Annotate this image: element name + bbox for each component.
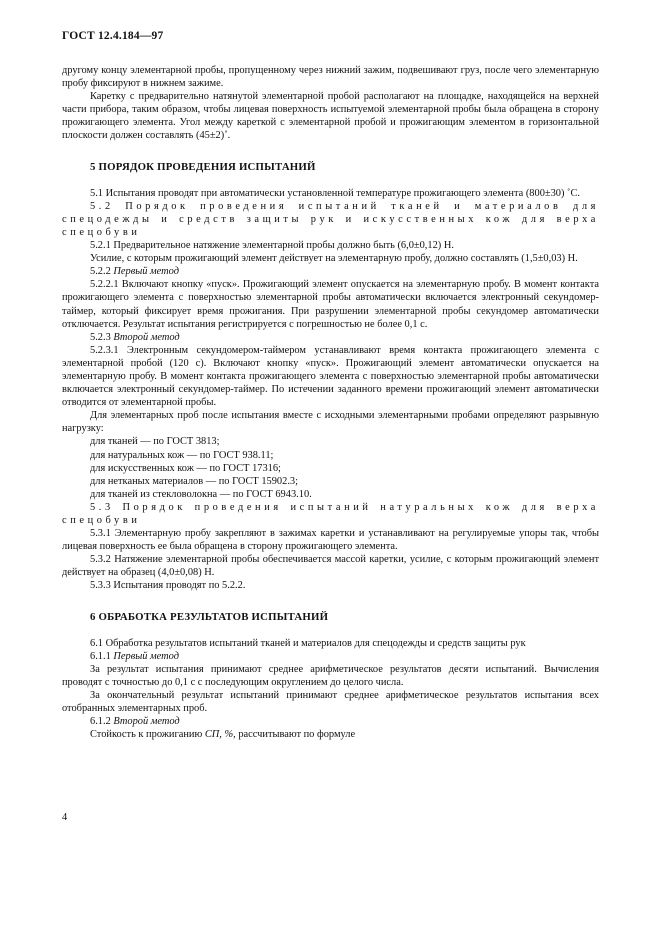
section-heading-5: 5 ПОРЯДОК ПРОВЕДЕНИЯ ИСПЫТАНИЙ [90, 160, 316, 173]
paragraph: 6.1 Обработка результатов испытаний тканей и материалов для спецодежды и средств защиты рук [90, 637, 526, 649]
paragraph: Для элементарных проб после испытания вместе с исходными элементарными пробами определяют разрывную нагрузку: [62, 410, 599, 435]
subsection-heading: 5.3 Порядок проведения испытаний натуральных кож для верха спецобуви [62, 501, 599, 526]
document-body [62, 64, 599, 741]
paragraph: 5.3.3 Испытания проводят по 5.2.2. [90, 580, 246, 592]
list-item: для тканей — по ГОСТ 3813; [90, 436, 220, 448]
method-number: 6.1.1 [90, 650, 111, 662]
paragraph: Усилие, с которым прожигающий элемент действует на элементарную пробу, должно составлять (1,5±0,03) Н. [90, 253, 578, 265]
method-number: 6.1.2 [90, 716, 111, 728]
document-header: ГОСТ 12.4.184—97 [62, 30, 164, 42]
section-heading-6: 6 ОБРАБОТКА РЕЗУЛЬТАТОВ ИСПЫТАНИЙ [90, 610, 329, 623]
page-number: 4 [62, 812, 68, 823]
method-heading [62, 265, 599, 278]
list-item: для нетканых материалов — по ГОСТ 15902.3; [90, 475, 298, 487]
formula-variable: СП, %, [204, 729, 236, 741]
paragraph: 5.3.1 Элементарную пробу закрепляют в зажимах каретки и устанавливают на регулируемые упоры так, чтобы лицевая поверхность ее была обращена в сторону прожигающего элемента. [62, 528, 599, 553]
list-item: для натуральных кож — по ГОСТ 938.11; [90, 449, 274, 461]
list-item: для тканей из стекловолокна — по ГОСТ 6943.10. [90, 488, 312, 500]
paragraph: 5.3.2 Натяжение элементарной пробы обеспечивается массой каретки, усилие, с которым прожигающий элемент действует на образец (4,0±0,08) Н. [62, 554, 599, 579]
method-heading [62, 650, 599, 663]
method-heading [62, 331, 599, 344]
method-title: Второй метод [113, 716, 180, 728]
subsection-heading: 5.2 Порядок проведения испытаний тканей и материалов для спецодежды и средств защиты рук и искусственных кож для верха спецобуви [62, 200, 599, 238]
method-title: Первый метод [113, 266, 179, 278]
text-span: Стойкость к прожиганию [90, 729, 205, 741]
method-number: 5.2.2 [90, 266, 111, 278]
method-heading [62, 715, 599, 728]
method-title: Первый метод [113, 650, 179, 662]
method-title: Второй метод [113, 331, 180, 343]
paragraph: Каретку с предварительно натянутой элементарной пробой располагают на площадке, находящейся на верхней части прибора, таким образом, чтобы лицевая поверхность испытуемой элементарной пробы была обращена в сторону прожигающего элемента. Угол между кареткой с элементарной пробой и прожигающим элементом в горизонтальной плоскости должен составлять (45±2)˚. [62, 91, 599, 142]
paragraph: другому концу элементарной пробы, пропущенному через нижний зажим, подвешивают груз, после чего элементарную пробу фиксируют в нижнем зажиме. [62, 65, 599, 90]
paragraph: 5.2.2.1 Включают кнопку «пуск». Прожигающий элемент опускается на элементарную пробу. В момент контакта прожигающего элемента с поверхностью элементарной пробы автоматически включается электронный секундомер-таймер, который фиксирует время прожигания. При разрушении элементарной пробы секундомер автоматически отключается. Результат испытания регистрируется с погрешностью не более 0,1 с. [62, 279, 599, 330]
method-number: 5.2.3 [90, 331, 111, 343]
paragraph: 5.2.3.1 Электронным секундомером-таймером устанавливают время контакта прожигающего элемента с элементарной пробой (120 с). Включают кнопку «пуск». Прожигающий элемент автоматически опускается на элементарную пробу. В момент контакта прожигающего элемента с поверхностью элементарной пробы автоматически включается электронный секундомер-таймер. По истечении заданного времени прожигающий элемент автоматически отводится от элементарной пробы. [62, 344, 599, 409]
paragraph: За результат испытания принимают среднее арифметическое результатов десяти испытаний. Вычисления проводят с точностью до 0,1 с с последующим округлением до целого числа. [62, 663, 599, 688]
paragraph [62, 728, 599, 741]
text-span: рассчитывают по формуле [235, 729, 356, 741]
paragraph: 5.2.1 Предварительное натяжение элементарной пробы должно быть (6,0±0,12) Н. [90, 240, 454, 252]
list-item: для искусственных кож — по ГОСТ 17316; [90, 462, 281, 474]
paragraph: За окончательный результат испытаний принимают среднее арифметическое результатов испытания всех отобранных элементарных проб. [62, 690, 599, 715]
paragraph: 5.1 Испытания проводят при автоматически установленной температуре прожигающего элемента (800±30) ˚С. [90, 187, 581, 199]
